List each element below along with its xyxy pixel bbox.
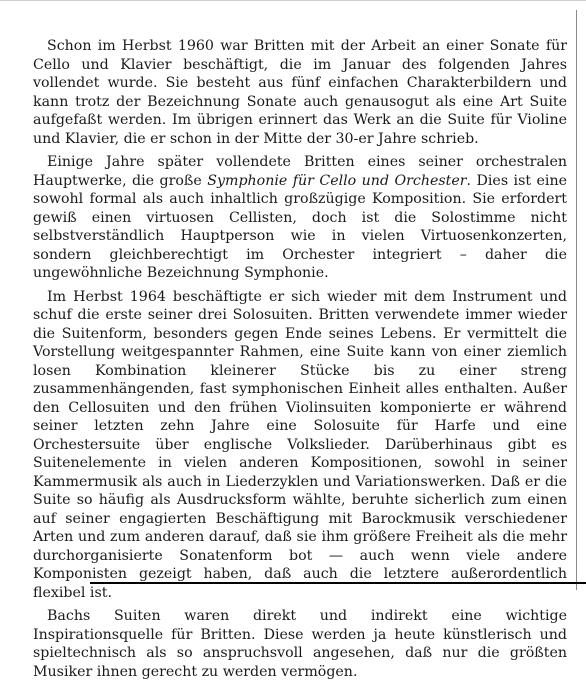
page-top-edge bbox=[0, 0, 586, 1]
paragraph-4: Bachs Suiten waren direkt und indirekt eine wichtige Inspirationsquelle für Britten. Diese werden ja heute künstlerisch und spieltechnisch als so anspruchsvoll angesehen, daß nur die größten Musiker ihnen gerecht zu werden vermögen. bbox=[33, 608, 567, 680]
work-title-emphasis: Symphonie für Cello und Orchester bbox=[207, 172, 467, 189]
scan-edge-line bbox=[576, 10, 577, 590]
document-page bbox=[33, 37, 567, 681]
paragraph-2 bbox=[33, 153, 567, 283]
page-bottom-rule bbox=[90, 582, 586, 584]
paragraph-2-text-after: . Dies ist eine sowohl formal als auch inhaltlich großzügige Komposition. Sie erfordert gewiß einen virtuosen Cellisten, doch ist die Solostimme nicht selbstverständlich Hauptperson wie in vielen Virtuosenkonzerten, sondern gleichberechtigt im Orchester integriert – daher die ungewöhnliche Bezeichnung Symphonie. bbox=[33, 172, 567, 281]
paragraph-1: Schon im Herbst 1960 war Britten mit der Arbeit an einer Sonate für Cello und Klavier beschäftigt, die im Januar des folgenden Jahres vollendet wurde. Sie besteht aus fünf einfachen Charakterbildern und kann trotz der Bezeichnung Sonate auch genausogut als eine Art Suite aufgefaßt werden. Im übrigen erinnert das Werk an die Suite für Violine und Klavier, die er schon in der Mitte der 30-er Jahre schrieb. bbox=[33, 38, 567, 147]
paragraph-2-text-before: Einige Jahre später vollendete Britten eines seiner orchestralen Hauptwerke, die große bbox=[33, 154, 567, 189]
paragraph-3: Im Herbst 1964 beschäftigte er sich wieder mit dem Instrument und schuf die erste seiner drei Solosuiten. Britten verwendete immer wieder die Suitenform, besonders gegen Ende seines Lebens. Er vermittelt die Vorstellung weitgespannter Rahmen, eine Suite kann von einer ziemlich losen Kombination kleinerer Stücke bis zu einer streng zusammenhängenden, fast symphonischen Einheit alles enthalten. Außer den Cellosuiten und den frühen Violinsuiten komponierte er während seiner letzten zehn Jahre eine Solosuite für Harfe und eine Orchestersuite über englische Volkslieder. Darüberhinaus gibt es Suitenelemente in vielen anderen Kompositionen, sowohl in seiner Kammermusik als auch in Liederzyklen und Variationswerken. Daß er die Suite so häufig als Ausdrucksform wählte, beruhte sicherlich zum einen auf seiner engagierten Beschäftigung mit Barockmusik verschiedener Arten und zum anderen darauf, daß sie ihm größere Freiheit als die mehr durchorganisierte Sonatenform bot — auch wenn viele andere Komponisten gezeigt haben, daß auch die letztere außerordentlich flexibel ist. bbox=[33, 288, 567, 601]
